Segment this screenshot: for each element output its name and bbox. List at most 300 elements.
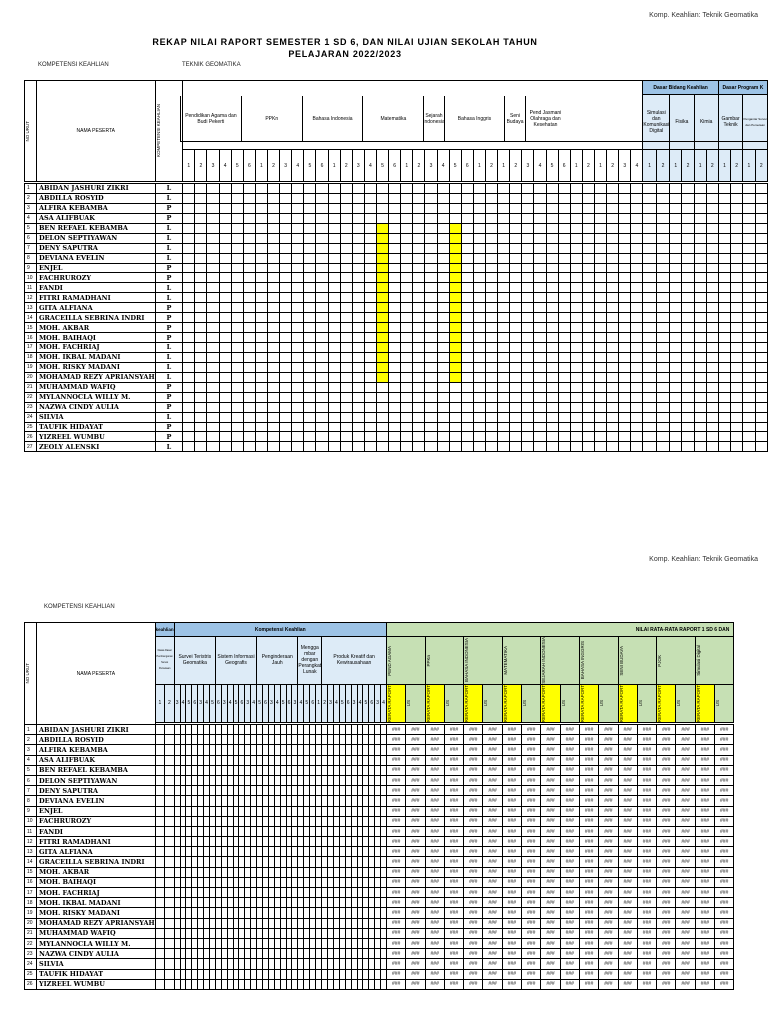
grade-cell[interactable]	[706, 283, 718, 293]
grade-cell[interactable]	[534, 372, 546, 382]
grade-cell[interactable]	[255, 193, 267, 203]
grade-cell[interactable]	[328, 283, 340, 293]
grade-cell[interactable]	[304, 213, 316, 223]
avg-cell[interactable]: ###	[522, 847, 541, 857]
grade-cell[interactable]	[195, 422, 207, 432]
grade-cell[interactable]	[485, 313, 497, 323]
grade-cell[interactable]	[255, 392, 267, 402]
grade-cell[interactable]	[364, 402, 376, 412]
grade-cell[interactable]	[534, 184, 546, 194]
avg-cell[interactable]: ###	[637, 938, 656, 948]
avg-cell[interactable]: ###	[541, 735, 560, 745]
grade-cell[interactable]	[413, 343, 425, 353]
grade-cell[interactable]	[231, 203, 243, 213]
grade-cell[interactable]	[694, 422, 706, 432]
grade-cell[interactable]	[743, 392, 755, 402]
grade-cell[interactable]	[268, 253, 280, 263]
grade-cell[interactable]	[449, 352, 461, 362]
grade-cell[interactable]	[534, 253, 546, 263]
grade-cell[interactable]	[694, 253, 706, 263]
avg-cell[interactable]: ###	[695, 949, 714, 959]
grade-cell[interactable]	[694, 273, 706, 283]
grade-cell[interactable]	[243, 442, 255, 452]
grade-cell[interactable]	[694, 223, 706, 233]
grade-cell[interactable]	[498, 352, 510, 362]
grade-cell[interactable]	[352, 432, 364, 442]
grade-cell[interactable]	[219, 333, 231, 343]
grade-cell[interactable]	[510, 184, 522, 194]
avg-cell[interactable]: ###	[483, 725, 502, 735]
grade-cell[interactable]	[619, 352, 631, 362]
grade-cell[interactable]	[534, 352, 546, 362]
avg-cell[interactable]: ###	[618, 918, 637, 928]
grade-cell[interactable]	[219, 303, 231, 313]
avg-cell[interactable]: ###	[560, 826, 579, 836]
grade-cell[interactable]	[195, 313, 207, 323]
avg-cell[interactable]: ###	[386, 867, 405, 877]
grade-cell[interactable]	[682, 362, 694, 372]
grade-cell[interactable]	[731, 193, 743, 203]
grade-cell[interactable]	[643, 432, 656, 442]
avg-cell[interactable]: ###	[444, 938, 463, 948]
grade-cell[interactable]	[607, 402, 619, 412]
grade-cell[interactable]	[207, 213, 219, 223]
avg-cell[interactable]: ###	[579, 847, 598, 857]
avg-cell[interactable]: ###	[483, 888, 502, 898]
grade-cell[interactable]	[546, 372, 558, 382]
grade-cell[interactable]	[389, 372, 401, 382]
grade-cell[interactable]	[425, 243, 437, 253]
avg-cell[interactable]: ###	[715, 796, 734, 806]
grade-cell[interactable]	[534, 343, 546, 353]
grade-cell[interactable]	[694, 362, 706, 372]
grade-cell[interactable]	[656, 303, 669, 313]
grade-cell[interactable]	[743, 442, 755, 452]
avg-cell[interactable]: ###	[522, 918, 541, 928]
avg-cell[interactable]: ###	[560, 765, 579, 775]
avg-cell[interactable]: ###	[715, 867, 734, 877]
grade-cell[interactable]	[304, 372, 316, 382]
avg-cell[interactable]: ###	[406, 806, 425, 816]
grade-cell[interactable]	[631, 283, 643, 293]
avg-cell[interactable]: ###	[676, 949, 695, 959]
avg-cell[interactable]: ###	[637, 898, 656, 908]
grade-cell[interactable]	[485, 213, 497, 223]
grade-cell[interactable]	[389, 442, 401, 452]
avg-cell[interactable]: ###	[637, 888, 656, 898]
grade-cell[interactable]	[582, 372, 594, 382]
grade-cell[interactable]	[389, 243, 401, 253]
grade-cell[interactable]	[243, 283, 255, 293]
grade-cell[interactable]	[401, 203, 413, 213]
grade-cell[interactable]	[195, 382, 207, 392]
grade-cell[interactable]	[510, 382, 522, 392]
grade-cell[interactable]	[231, 412, 243, 422]
avg-cell[interactable]: ###	[579, 857, 598, 867]
grade-cell[interactable]	[743, 333, 755, 343]
grade-cell[interactable]	[352, 233, 364, 243]
grade-cell[interactable]	[619, 293, 631, 303]
grade-cell[interactable]	[619, 392, 631, 402]
grade-cell[interactable]	[316, 382, 328, 392]
grade-cell[interactable]	[280, 293, 292, 303]
grade-cell[interactable]	[594, 273, 606, 283]
grade-cell[interactable]	[316, 253, 328, 263]
avg-cell[interactable]: ###	[444, 949, 463, 959]
grade-cell[interactable]	[643, 343, 656, 353]
grade-cell-2[interactable]	[165, 847, 175, 857]
grade-cell[interactable]	[449, 442, 461, 452]
avg-cell[interactable]: ###	[599, 938, 618, 948]
grade-cell[interactable]	[425, 323, 437, 333]
grade-cell[interactable]	[510, 223, 522, 233]
avg-cell[interactable]: ###	[464, 959, 483, 969]
grade-cell[interactable]	[656, 352, 669, 362]
grade-cell[interactable]	[401, 343, 413, 353]
grade-cell-2[interactable]	[165, 837, 175, 847]
grade-cell[interactable]	[656, 402, 669, 412]
grade-cell[interactable]	[304, 184, 316, 194]
avg-cell[interactable]: ###	[579, 806, 598, 816]
grade-cell[interactable]	[631, 303, 643, 313]
grade-cell[interactable]	[522, 362, 534, 372]
grade-cell[interactable]	[425, 412, 437, 422]
grade-cell[interactable]	[328, 442, 340, 452]
grade-cell[interactable]	[268, 193, 280, 203]
grade-cell[interactable]	[631, 382, 643, 392]
grade-cell[interactable]	[340, 432, 352, 442]
grade-cell-2[interactable]	[155, 826, 165, 836]
avg-cell[interactable]: ###	[657, 969, 676, 979]
avg-cell[interactable]: ###	[599, 806, 618, 816]
avg-cell[interactable]: ###	[522, 796, 541, 806]
grade-cell[interactable]	[364, 283, 376, 293]
grade-cell[interactable]	[425, 273, 437, 283]
grade-cell[interactable]	[570, 303, 582, 313]
avg-cell[interactable]: ###	[444, 816, 463, 826]
grade-cell[interactable]	[546, 333, 558, 343]
grade-cell[interactable]	[522, 184, 534, 194]
avg-cell[interactable]: ###	[483, 979, 502, 989]
grade-cell[interactable]	[364, 313, 376, 323]
grade-cell[interactable]	[522, 392, 534, 402]
grade-cell[interactable]	[485, 323, 497, 333]
grade-cell[interactable]	[498, 412, 510, 422]
grade-cell[interactable]	[755, 372, 768, 382]
grade-cell[interactable]	[619, 432, 631, 442]
grade-cell[interactable]	[183, 442, 195, 452]
grade-cell[interactable]	[280, 372, 292, 382]
grade-cell[interactable]	[755, 432, 768, 442]
grade-cell[interactable]	[280, 422, 292, 432]
avg-cell[interactable]: ###	[502, 867, 521, 877]
grade-cell[interactable]	[694, 303, 706, 313]
grade-cell[interactable]	[570, 313, 582, 323]
grade-cell[interactable]	[485, 253, 497, 263]
grade-cell[interactable]	[485, 343, 497, 353]
grade-cell[interactable]	[340, 184, 352, 194]
grade-cell[interactable]	[183, 273, 195, 283]
grade-cell[interactable]	[401, 303, 413, 313]
grade-cell[interactable]	[413, 283, 425, 293]
grade-cell[interactable]	[498, 422, 510, 432]
grade-cell[interactable]	[437, 352, 449, 362]
grade-cell[interactable]	[522, 193, 534, 203]
avg-cell[interactable]: ###	[386, 847, 405, 857]
grade-cell[interactable]	[328, 263, 340, 273]
avg-cell[interactable]: ###	[502, 959, 521, 969]
grade-cell[interactable]	[485, 412, 497, 422]
grade-cell[interactable]	[582, 243, 594, 253]
grade-cell[interactable]	[268, 313, 280, 323]
grade-cell[interactable]	[352, 352, 364, 362]
grade-cell[interactable]	[643, 362, 656, 372]
avg-cell[interactable]: ###	[676, 898, 695, 908]
grade-cell[interactable]	[364, 273, 376, 283]
avg-cell[interactable]: ###	[425, 969, 444, 979]
grade-cell[interactable]	[682, 432, 694, 442]
grade-cell[interactable]	[594, 233, 606, 243]
avg-cell[interactable]: ###	[502, 938, 521, 948]
grade-cell[interactable]	[670, 412, 682, 422]
grade-cell[interactable]	[292, 283, 304, 293]
avg-cell[interactable]: ###	[599, 775, 618, 785]
grade-cell[interactable]	[534, 193, 546, 203]
grade-cell[interactable]	[401, 313, 413, 323]
grade-cell[interactable]	[546, 392, 558, 402]
grade-cell[interactable]	[328, 243, 340, 253]
grade-cell[interactable]	[280, 193, 292, 203]
grade-cell[interactable]	[570, 243, 582, 253]
avg-cell[interactable]: ###	[657, 847, 676, 857]
grade-cell[interactable]	[731, 412, 743, 422]
grade-cell[interactable]	[706, 352, 718, 362]
grade-cell[interactable]	[619, 184, 631, 194]
avg-cell[interactable]: ###	[425, 775, 444, 785]
grade-cell[interactable]	[292, 253, 304, 263]
avg-cell[interactable]: ###	[406, 928, 425, 938]
grade-cell[interactable]	[631, 352, 643, 362]
grade-cell[interactable]	[195, 253, 207, 263]
grade-cell[interactable]	[389, 273, 401, 283]
grade-cell[interactable]	[304, 432, 316, 442]
grade-cell[interactable]	[546, 362, 558, 372]
grade-cell[interactable]	[401, 442, 413, 452]
grade-cell[interactable]	[582, 382, 594, 392]
grade-cell[interactable]	[376, 203, 388, 213]
grade-cell[interactable]	[413, 213, 425, 223]
avg-cell[interactable]: ###	[406, 725, 425, 735]
avg-cell[interactable]: ###	[599, 918, 618, 928]
avg-cell[interactable]: ###	[676, 877, 695, 887]
grade-cell[interactable]	[425, 213, 437, 223]
grade-cell[interactable]	[376, 273, 388, 283]
grade-cell[interactable]	[473, 392, 485, 402]
avg-cell[interactable]: ###	[579, 745, 598, 755]
grade-cell[interactable]	[304, 313, 316, 323]
grade-cell[interactable]	[243, 193, 255, 203]
grade-cell[interactable]	[183, 243, 195, 253]
grade-cell[interactable]	[619, 382, 631, 392]
grade-cell[interactable]	[718, 343, 730, 353]
avg-cell[interactable]: ###	[406, 765, 425, 775]
grade-cell[interactable]	[183, 392, 195, 402]
avg-cell[interactable]: ###	[599, 725, 618, 735]
grade-cell[interactable]	[401, 412, 413, 422]
grade-cell[interactable]	[498, 293, 510, 303]
avg-cell[interactable]: ###	[579, 898, 598, 908]
grade-cell[interactable]	[631, 412, 643, 422]
avg-cell[interactable]: ###	[676, 735, 695, 745]
grade-cell[interactable]	[718, 412, 730, 422]
grade-cell[interactable]	[461, 293, 473, 303]
avg-cell[interactable]: ###	[676, 796, 695, 806]
grade-cell[interactable]	[656, 223, 669, 233]
grade-cell[interactable]	[570, 422, 582, 432]
grade-cell[interactable]	[731, 283, 743, 293]
grade-cell[interactable]	[183, 213, 195, 223]
avg-cell[interactable]: ###	[560, 816, 579, 826]
avg-cell[interactable]: ###	[695, 918, 714, 928]
grade-cell[interactable]	[268, 362, 280, 372]
grade-cell[interactable]	[682, 253, 694, 263]
grade-cell[interactable]	[619, 203, 631, 213]
grade-cell[interactable]	[195, 432, 207, 442]
grade-cell[interactable]	[594, 243, 606, 253]
grade-cell[interactable]	[425, 402, 437, 412]
grade-cell[interactable]	[413, 392, 425, 402]
grade-cell[interactable]	[401, 184, 413, 194]
grade-cell[interactable]	[268, 432, 280, 442]
grade-cell[interactable]	[718, 422, 730, 432]
grade-cell[interactable]	[534, 432, 546, 442]
avg-cell[interactable]: ###	[637, 979, 656, 989]
grade-cell[interactable]	[376, 243, 388, 253]
avg-cell[interactable]: ###	[386, 959, 405, 969]
grade-cell[interactable]	[401, 223, 413, 233]
grade-cell[interactable]	[231, 432, 243, 442]
grade-cell[interactable]	[631, 263, 643, 273]
grade-cell[interactable]	[656, 253, 669, 263]
grade-cell[interactable]	[401, 283, 413, 293]
grade-cell-2[interactable]	[155, 867, 165, 877]
grade-cell[interactable]	[437, 372, 449, 382]
avg-cell[interactable]: ###	[444, 796, 463, 806]
grade-cell[interactable]	[670, 213, 682, 223]
grade-cell-2[interactable]	[155, 969, 165, 979]
avg-cell[interactable]: ###	[579, 979, 598, 989]
grade-cell[interactable]	[755, 362, 768, 372]
grade-cell[interactable]	[485, 432, 497, 442]
grade-cell[interactable]	[694, 343, 706, 353]
grade-cell[interactable]	[195, 392, 207, 402]
grade-cell[interactable]	[582, 412, 594, 422]
grade-cell[interactable]	[328, 293, 340, 303]
grade-cell[interactable]	[510, 372, 522, 382]
grade-cell[interactable]	[656, 442, 669, 452]
grade-cell[interactable]	[706, 303, 718, 313]
grade-cell[interactable]	[558, 412, 570, 422]
grade-cell[interactable]	[473, 184, 485, 194]
grade-cell[interactable]	[364, 442, 376, 452]
grade-cell[interactable]	[437, 442, 449, 452]
grade-cell[interactable]	[461, 333, 473, 343]
grade-cell[interactable]	[755, 293, 768, 303]
grade-cell-2[interactable]	[165, 928, 175, 938]
grade-cell[interactable]	[619, 253, 631, 263]
avg-cell[interactable]: ###	[464, 826, 483, 836]
grade-cell[interactable]	[643, 223, 656, 233]
avg-cell[interactable]: ###	[618, 745, 637, 755]
grade-cell[interactable]	[183, 412, 195, 422]
avg-cell[interactable]: ###	[715, 755, 734, 765]
grade-cell[interactable]	[582, 392, 594, 402]
grade-cell[interactable]	[694, 283, 706, 293]
grade-cell[interactable]	[643, 243, 656, 253]
grade-cell[interactable]	[183, 402, 195, 412]
grade-cell[interactable]	[364, 382, 376, 392]
grade-cell[interactable]	[437, 213, 449, 223]
grade-cell[interactable]	[485, 184, 497, 194]
grade-cell[interactable]	[743, 283, 755, 293]
avg-cell[interactable]: ###	[406, 877, 425, 887]
grade-cell[interactable]	[183, 432, 195, 442]
grade-cell[interactable]	[706, 432, 718, 442]
grade-cell[interactable]	[316, 392, 328, 402]
avg-cell[interactable]: ###	[599, 847, 618, 857]
avg-cell[interactable]: ###	[541, 765, 560, 775]
avg-cell[interactable]: ###	[637, 775, 656, 785]
grade-cell[interactable]	[546, 352, 558, 362]
grade-cell[interactable]	[670, 193, 682, 203]
grade-cell[interactable]	[461, 303, 473, 313]
grade-cell[interactable]	[682, 372, 694, 382]
grade-cell[interactable]	[280, 233, 292, 243]
grade-cell[interactable]	[670, 352, 682, 362]
grade-cell[interactable]	[352, 313, 364, 323]
avg-cell[interactable]: ###	[657, 837, 676, 847]
grade-cell[interactable]	[413, 273, 425, 283]
grade-cell[interactable]	[643, 273, 656, 283]
grade-cell[interactable]	[231, 193, 243, 203]
grade-cell[interactable]	[207, 343, 219, 353]
grade-cell[interactable]	[231, 223, 243, 233]
avg-cell[interactable]: ###	[637, 745, 656, 755]
grade-cell[interactable]	[352, 293, 364, 303]
grade-cell[interactable]	[706, 253, 718, 263]
grade-cell[interactable]	[670, 442, 682, 452]
grade-cell[interactable]	[364, 343, 376, 353]
avg-cell[interactable]: ###	[406, 755, 425, 765]
grade-cell[interactable]	[207, 233, 219, 243]
grade-cell[interactable]	[570, 203, 582, 213]
avg-cell[interactable]: ###	[676, 928, 695, 938]
avg-cell[interactable]: ###	[425, 847, 444, 857]
grade-cell[interactable]	[292, 203, 304, 213]
grade-cell[interactable]	[670, 263, 682, 273]
grade-cell[interactable]	[594, 442, 606, 452]
grade-cell[interactable]	[304, 412, 316, 422]
avg-cell[interactable]: ###	[560, 888, 579, 898]
grade-cell[interactable]	[743, 223, 755, 233]
avg-cell[interactable]: ###	[444, 725, 463, 735]
grade-cell[interactable]	[670, 362, 682, 372]
avg-cell[interactable]: ###	[695, 765, 714, 775]
grade-cell[interactable]	[292, 193, 304, 203]
grade-cell[interactable]	[743, 313, 755, 323]
grade-cell[interactable]	[473, 313, 485, 323]
grade-cell[interactable]	[449, 293, 461, 303]
